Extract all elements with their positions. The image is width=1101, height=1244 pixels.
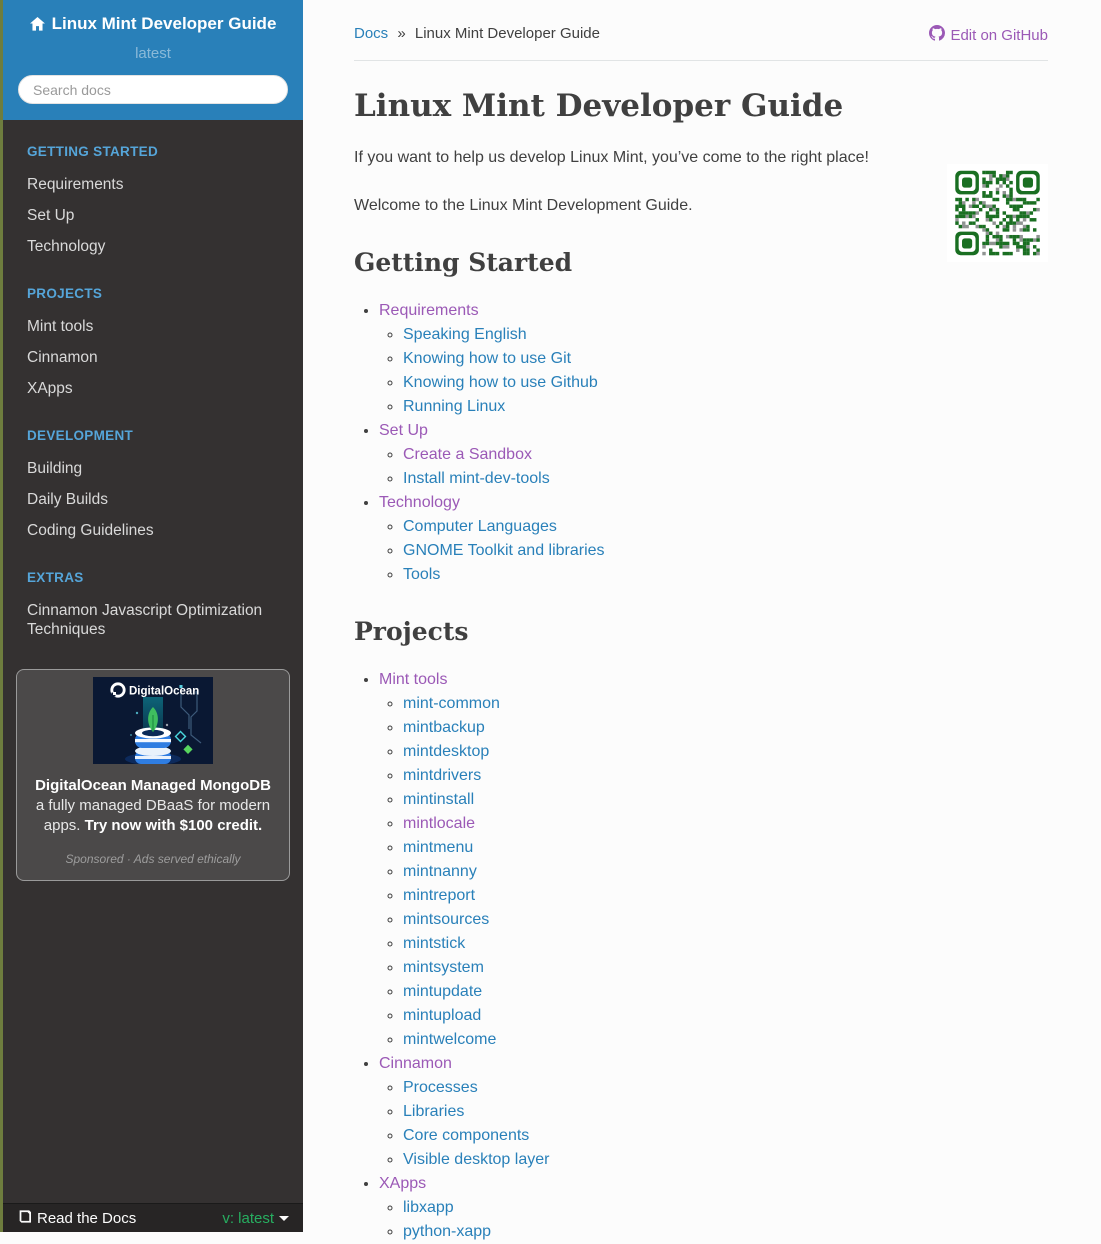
toc-section <box>354 248 1048 587</box>
sidebar-item <box>3 484 303 515</box>
toc-subitem <box>403 788 1048 812</box>
nav-section-list <box>3 453 303 546</box>
toc-link[interactable]: mint-common <box>403 695 500 712</box>
toc-subitem <box>403 347 1048 371</box>
sidebar-item <box>3 200 303 231</box>
nav-section-caption: DEVELOPMENT <box>27 428 134 443</box>
toc-link[interactable]: mintsystem <box>403 959 484 976</box>
breadcrumb-separator: » <box>397 25 406 42</box>
toc-link[interactable]: mintinstall <box>403 791 475 808</box>
toc-section <box>354 617 1048 1244</box>
version-switcher[interactable] <box>222 1210 289 1227</box>
github-icon <box>929 25 945 45</box>
sidebar-item <box>3 515 303 546</box>
toc-item <box>379 1172 1048 1244</box>
home-icon <box>30 17 45 31</box>
readthedocs-label: Read the Docs <box>37 1209 137 1227</box>
toc-link[interactable]: mintupdate <box>403 983 483 1000</box>
nav-section-caption: PROJECTS <box>27 286 103 301</box>
toc-subitem <box>403 515 1048 539</box>
version-label: latest <box>135 45 171 62</box>
toc-link[interactable]: mintupload <box>403 1007 482 1024</box>
toc-item <box>379 299 1048 419</box>
toc-subitem <box>403 740 1048 764</box>
toc-link[interactable]: mintmenu <box>403 839 474 856</box>
toc-subitem <box>403 884 1048 908</box>
database-stack-illustration <box>135 728 171 765</box>
toc-subitem <box>403 1196 1048 1220</box>
toc-sublist <box>379 443 1048 491</box>
ad-body: a fully managed DBaaS for modern apps. <box>35 797 271 834</box>
toc-subitem <box>403 467 1048 491</box>
nav-section-list <box>3 169 303 262</box>
sidebar-item-link[interactable]: Cinnamon <box>27 349 98 366</box>
toc-subitem <box>403 443 1048 467</box>
sidebar-item-link[interactable]: Mint tools <box>27 318 94 335</box>
toc-link[interactable]: mintwelcome <box>403 1031 497 1048</box>
toc-sublist <box>379 692 1048 1052</box>
sidebar-item-link[interactable]: Coding Guidelines <box>27 522 154 539</box>
toc-subitem <box>403 323 1048 347</box>
toc-link[interactable]: mintstick <box>403 935 466 952</box>
sidebar-nav <box>3 144 303 649</box>
toc-link[interactable]: python-xapp <box>403 1223 492 1240</box>
toc-subitem <box>403 1100 1048 1124</box>
edit-on-github-link[interactable] <box>929 25 1048 45</box>
toc-link[interactable]: XApps <box>379 1175 427 1192</box>
sidebar-item-link[interactable]: Building <box>27 460 83 477</box>
toc-link[interactable]: Tools <box>403 566 441 583</box>
sidebar-item-link[interactable]: Requirements <box>27 176 124 193</box>
toc-subitem <box>403 980 1048 1004</box>
readthedocs-flyout-toggle[interactable] <box>17 1210 136 1227</box>
toc-sections <box>354 248 1048 1244</box>
toc-sublist <box>379 1196 1048 1244</box>
searchbox <box>17 75 289 104</box>
toc-link[interactable]: Knowing how to use Github <box>403 374 598 391</box>
breadcrumb-current: Linux Mint Developer Guide <box>414 25 600 42</box>
toc-link[interactable]: Knowing how to use Git <box>403 350 572 367</box>
sidebar <box>3 0 303 1232</box>
sidebar-item-link[interactable]: XApps <box>27 380 73 397</box>
sidebar-item-link[interactable]: Set Up <box>27 207 75 224</box>
book-icon <box>17 1210 31 1227</box>
toc-link[interactable]: mintbackup <box>403 719 485 736</box>
ad-image-link[interactable] <box>93 677 213 764</box>
nav-section-caption: GETTING STARTED <box>27 144 158 159</box>
toc-subitem <box>403 1124 1048 1148</box>
toc-item <box>379 1052 1048 1172</box>
toc-subitem <box>403 860 1048 884</box>
toc-link[interactable]: Install mint-dev-tools <box>403 470 550 487</box>
readthedocs-footer <box>3 1203 303 1232</box>
sidebar-item <box>3 342 303 373</box>
toc-subitem <box>403 956 1048 980</box>
toc-list <box>354 299 1048 587</box>
toc-link[interactable]: Libraries <box>403 1103 465 1120</box>
toc-subitem <box>403 1220 1048 1244</box>
toc-link[interactable]: GNOME Toolkit and libraries <box>403 542 605 559</box>
section-heading: Projects <box>354 617 469 646</box>
toc-subitem <box>403 932 1048 956</box>
toc-subitem <box>403 539 1048 563</box>
sidebar-header <box>3 0 303 120</box>
toc-link[interactable]: Requirements <box>379 302 479 319</box>
toc-item <box>379 419 1048 491</box>
toc-link[interactable]: Set Up <box>379 422 428 439</box>
version-switcher-label: v: latest <box>222 1209 274 1227</box>
project-home-link[interactable] <box>30 14 277 34</box>
search-input[interactable] <box>18 75 288 104</box>
sidebar-item <box>3 311 303 342</box>
toc-sublist <box>379 1076 1048 1172</box>
nav-section-list <box>3 311 303 404</box>
toc-subitem <box>403 371 1048 395</box>
toc-link[interactable]: mintdesktop <box>403 743 490 760</box>
sidebar-item <box>3 453 303 484</box>
sidebar-ad <box>16 669 290 881</box>
toc-link[interactable]: Visible desktop layer <box>403 1151 550 1168</box>
toc-subitem <box>403 908 1048 932</box>
toc-link[interactable]: mintdrivers <box>403 767 482 784</box>
toc-subitem <box>403 716 1048 740</box>
sidebar-item <box>3 231 303 262</box>
edit-on-github-label: Edit on GitHub <box>950 26 1048 44</box>
chevron-down-icon <box>279 1216 289 1221</box>
toc-subitem <box>403 1028 1048 1052</box>
toc-link[interactable]: mintlocale <box>403 815 476 832</box>
ad-disclosure: Sponsored · Ads served ethically <box>65 852 241 866</box>
toc-subitem <box>403 395 1048 419</box>
toc-subitem <box>403 1076 1048 1100</box>
digitalocean-ad-illustration <box>93 677 213 764</box>
toc-item <box>379 668 1048 1052</box>
toc-link[interactable]: Create a Sandbox <box>403 446 532 463</box>
intro-paragraph-2: Welcome to the Linux Mint Development Guide. <box>354 197 693 214</box>
toc-link[interactable]: Mint tools <box>379 671 448 688</box>
toc-link[interactable]: Running Linux <box>403 398 506 415</box>
section-heading: Getting Started <box>354 248 573 277</box>
ad-text[interactable] <box>31 776 275 836</box>
toc-subitem <box>403 836 1048 860</box>
toc-link[interactable]: Technology <box>379 494 460 511</box>
toc-subitem <box>403 1004 1048 1028</box>
main-content <box>303 0 1101 1240</box>
toc-link[interactable]: Cinnamon <box>379 1055 452 1072</box>
sidebar-item <box>3 595 303 645</box>
toc-sublist <box>379 515 1048 587</box>
toc-link[interactable]: mintreport <box>403 887 476 904</box>
project-title-text: Linux Mint Developer Guide <box>51 14 277 33</box>
ad-cta: Try now with $100 credit. <box>84 817 263 834</box>
sidebar-item <box>3 373 303 404</box>
breadcrumb-divider <box>354 60 1048 61</box>
ad-headline: DigitalOcean Managed MongoDB <box>35 777 271 794</box>
toc-subitem <box>403 764 1048 788</box>
toc-sublist <box>379 323 1048 419</box>
toc-item <box>379 491 1048 587</box>
nav-section-caption: EXTRAS <box>27 570 84 585</box>
toc-link[interactable]: Speaking English <box>403 326 527 343</box>
sidebar-item-link[interactable]: Technology <box>27 238 106 255</box>
sidebar-item <box>3 169 303 200</box>
intro-paragraph-1: If you want to help us develop Linux Mint, you’ve come to the right place! <box>354 149 869 166</box>
sidebar-item-link[interactable]: Cinnamon Javascript Optimization Techniques <box>27 602 263 638</box>
breadcrumb-docs-link[interactable]: Docs <box>354 25 389 42</box>
toc-link[interactable]: libxapp <box>403 1199 454 1216</box>
nav-section-list <box>3 595 303 645</box>
sidebar-item-link[interactable]: Daily Builds <box>27 491 108 508</box>
digitalocean-logo-text: DigitalOcean <box>129 685 200 698</box>
toc-subitem <box>403 692 1048 716</box>
qr-code-image <box>947 164 1048 262</box>
toc-subitem <box>403 812 1048 836</box>
toc-link[interactable]: mintnanny <box>403 863 477 880</box>
page-title: Linux Mint Developer Guide <box>354 88 844 124</box>
toc-link[interactable]: Core components <box>403 1127 530 1144</box>
toc-subitem <box>403 1148 1048 1172</box>
breadcrumb <box>354 25 600 42</box>
toc-link[interactable]: mintsources <box>403 911 490 928</box>
toc-link[interactable]: Computer Languages <box>403 518 557 535</box>
toc-link[interactable]: Processes <box>403 1079 478 1096</box>
toc-subitem <box>403 563 1048 587</box>
document <box>354 88 1048 1244</box>
toc-list <box>354 668 1048 1244</box>
